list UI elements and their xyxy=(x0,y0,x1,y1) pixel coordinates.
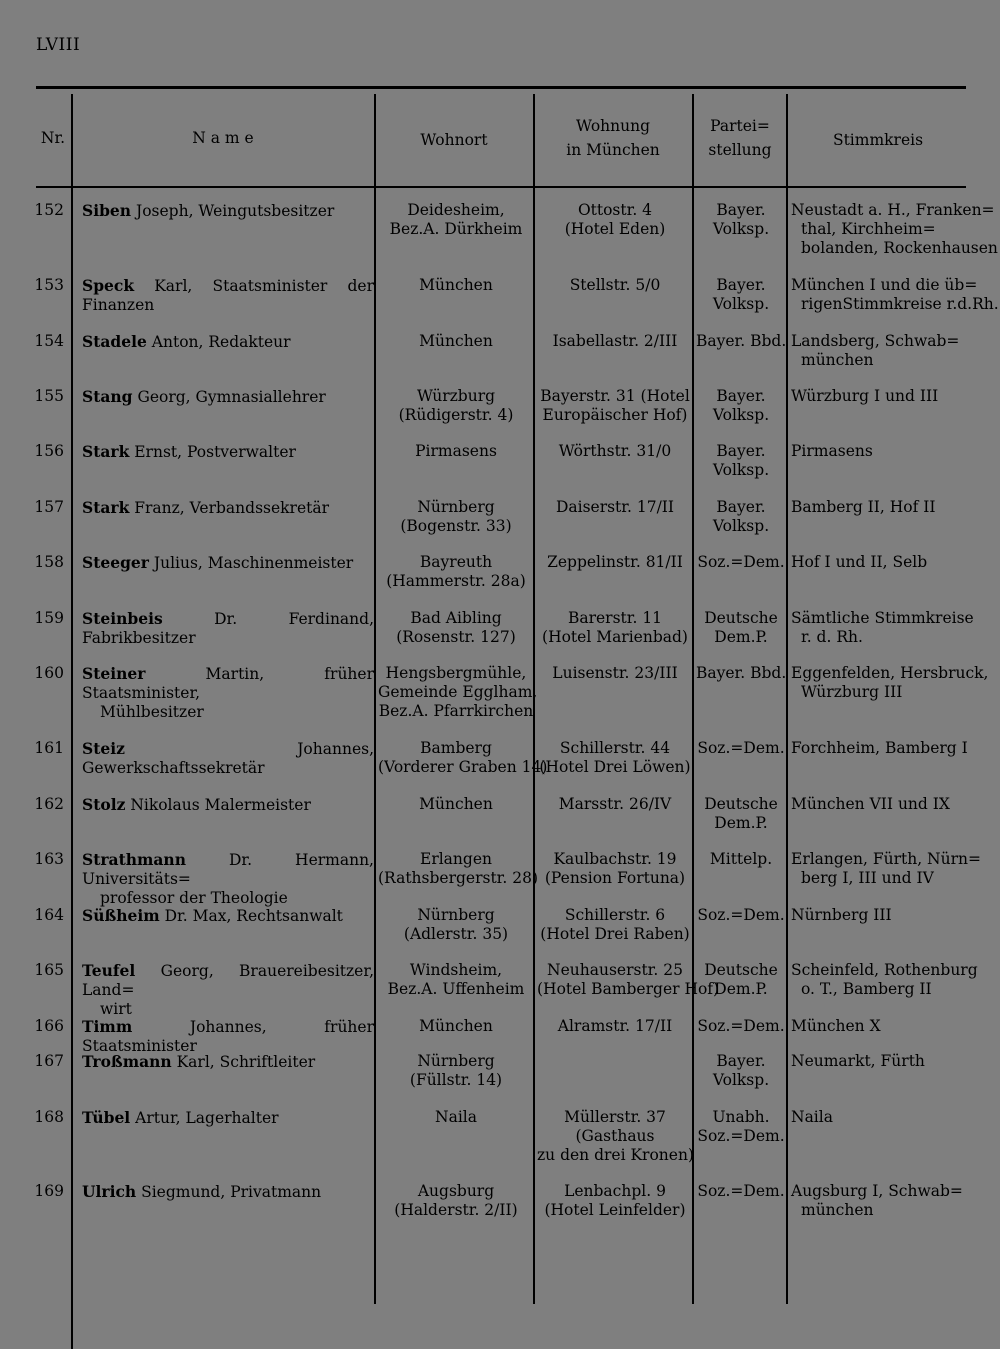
row-number: 154 xyxy=(34,332,64,350)
partei-line: Bayer. Bbd. xyxy=(696,664,787,682)
wohnort-line: (Halderstr. 2/II) xyxy=(394,1201,518,1219)
stimmkreis-line: Hof I und II, Selb xyxy=(791,553,928,571)
row-number: 152 xyxy=(34,201,64,219)
stimmkreis xyxy=(791,795,969,814)
wohnort-line: Würzburg xyxy=(416,387,496,405)
stimmkreis xyxy=(791,553,969,572)
member-surname: Stang xyxy=(82,387,133,406)
partei-line: Soz.=Dem. xyxy=(697,1127,785,1145)
member-name xyxy=(82,1182,374,1202)
partei-line: Volksp. xyxy=(712,406,770,424)
member-name xyxy=(82,201,374,221)
parteistellung xyxy=(696,332,786,351)
member-surname: Stolz xyxy=(82,795,126,814)
wohnung-line: (Hotel Eden) xyxy=(564,220,666,238)
header-name: N a m e xyxy=(192,129,254,147)
wohnung xyxy=(537,850,693,888)
header-partei-line: Partei= xyxy=(710,117,770,135)
stimmkreis-line: Neustadt a. H., Franken= xyxy=(791,201,995,219)
wohnung-line: (Hotel Leinfelder) xyxy=(544,1201,686,1219)
wohnung-line: Isabellastr. 2/III xyxy=(552,332,678,350)
parteistellung xyxy=(696,739,786,758)
stimmkreis xyxy=(791,739,969,758)
wohnung-line: Daiserstr. 17/II xyxy=(555,498,675,516)
wohnung-line: Wörthstr. 31/0 xyxy=(558,442,672,460)
member-surname: Steeger xyxy=(82,553,149,572)
row-number: 159 xyxy=(34,609,64,627)
member-name xyxy=(82,1017,374,1056)
wohnort xyxy=(378,1108,534,1127)
wohnort-line: München xyxy=(419,1017,493,1035)
member-details: Karl, Staatsminister der Finanzen xyxy=(82,277,374,314)
partei-line: Volksp. xyxy=(712,461,770,479)
wohnort-line: München xyxy=(419,795,493,813)
member-surname: Stadele xyxy=(82,332,147,351)
parteistellung xyxy=(696,1182,786,1201)
wohnort-line: Nürnberg xyxy=(417,906,495,924)
member-name xyxy=(82,739,374,778)
partei-line: Deutsche xyxy=(704,609,778,627)
member-details: Dr. Max, Rechtsanwalt xyxy=(159,907,343,925)
partei-line: Bayer. xyxy=(716,387,766,405)
member-surname: Siben xyxy=(82,201,132,220)
wohnung xyxy=(537,442,693,461)
header-wohnort: Wohnort xyxy=(420,131,488,149)
wohnung-line: Lenbachpl. 9 xyxy=(564,1182,666,1200)
wohnung xyxy=(537,906,693,944)
wohnort xyxy=(378,795,534,814)
stimmkreis-line: Nürnberg III xyxy=(791,906,892,924)
stimmkreis-line: Erlangen, Fürth, Nürn= xyxy=(791,850,981,868)
row-number: 165 xyxy=(34,961,64,979)
member-surname: Süßheim xyxy=(82,906,160,925)
wohnort-line: (Rüdigerstr. 4) xyxy=(398,406,514,424)
wohnung xyxy=(537,201,693,239)
header-partei-line: stellung xyxy=(708,141,772,159)
parteistellung xyxy=(696,553,786,572)
member-name xyxy=(82,850,374,908)
member-details: Anton, Redakteur xyxy=(146,333,291,351)
member-name xyxy=(82,387,374,407)
partei-line: Mittelp. xyxy=(709,850,773,868)
member-details: Julius, Maschinenmeister xyxy=(148,554,354,572)
wohnort-line: (Rosenstr. 127) xyxy=(396,628,516,646)
wohnung-line: (Hotel Drei Löwen) xyxy=(539,758,691,776)
row-number: 166 xyxy=(34,1017,64,1035)
member-details: Joseph, Weingutsbesitzer xyxy=(131,202,335,220)
wohnort-line: (Bogenstr. 33) xyxy=(400,517,512,535)
stimmkreis-cont: münchen xyxy=(801,351,874,369)
wohnung xyxy=(537,387,693,425)
row-number: 163 xyxy=(34,850,64,868)
member-details: Georg, Brauereibesitzer, Land= xyxy=(82,962,374,999)
wohnort-line: Bez.A. Pfarrkirchen xyxy=(378,702,534,720)
partei-line: Unabh. xyxy=(712,1108,770,1126)
stimmkreis xyxy=(791,664,989,702)
stimmkreis-cont: berg I, III und IV xyxy=(801,869,934,887)
wohnung xyxy=(537,739,693,777)
stimmkreis-cont: thal, Kirchheim= xyxy=(801,220,936,238)
wohnung-line: Bayerstr. 31 (Hotel xyxy=(540,387,690,405)
stimmkreis-line: Naila xyxy=(791,1108,833,1126)
wohnort-line: Bayreuth xyxy=(419,553,493,571)
partei-line: Soz.=Dem. xyxy=(697,1182,785,1200)
header-wohnung xyxy=(535,114,691,162)
parteistellung xyxy=(696,1108,786,1146)
stimmkreis-cont: r. d. Rh. xyxy=(801,628,863,646)
member-name xyxy=(82,276,374,315)
stimmkreis xyxy=(791,332,969,370)
wohnort-line: Nürnberg xyxy=(417,498,495,516)
member-name xyxy=(82,1052,374,1072)
wohnort-line: Hengsbergmühle, xyxy=(385,664,527,682)
row-number: 155 xyxy=(34,387,64,405)
wohnort xyxy=(378,739,548,777)
partei-line: Bayer. xyxy=(716,442,766,460)
parteistellung xyxy=(696,609,786,647)
member-details: Karl, Schriftleiter xyxy=(171,1053,316,1071)
row-number: 156 xyxy=(34,442,64,460)
member-surname: Ulrich xyxy=(82,1182,137,1201)
stimmkreis xyxy=(791,201,998,258)
wohnort xyxy=(378,1017,534,1036)
member-details: Siegmund, Privatmann xyxy=(136,1183,322,1201)
member-details: Georg, Gymnasiallehrer xyxy=(132,388,326,406)
wohnort-line: Erlangen xyxy=(420,850,492,868)
stimmkreis xyxy=(791,1017,969,1036)
wohnort-line: (Füllstr. 14) xyxy=(409,1071,503,1089)
wohnort-line: München xyxy=(419,332,493,350)
stimmkreis-cont: Würzburg III xyxy=(801,683,903,701)
partei-line: Bayer. xyxy=(716,276,766,294)
stimmkreis xyxy=(791,609,974,647)
wohnung-line: Schillerstr. 44 xyxy=(559,739,671,757)
wohnort-line: Deidesheim, xyxy=(407,201,505,219)
wohnort-line: Gemeinde Egglham, xyxy=(378,683,538,701)
wohnung-line: (Hotel Marienbad) xyxy=(542,628,688,646)
partei-line: Bayer. xyxy=(716,201,766,219)
stimmkreis xyxy=(791,442,969,461)
member-details: Dr. Ferdinand, Fabrikbesitzer xyxy=(82,610,374,647)
member-details: Franz, Verbandssekretär xyxy=(129,499,330,517)
wohnort xyxy=(378,442,534,461)
header-wohnung-line: in München xyxy=(566,141,660,159)
member-details-cont: professor der Theologie xyxy=(100,889,288,907)
member-details: Johannes, früher Staatsminister xyxy=(82,1018,374,1055)
parteistellung xyxy=(696,664,786,683)
wohnung-line: Kaulbachstr. 19 xyxy=(553,850,677,868)
member-name xyxy=(82,961,374,1019)
wohnort-line: Nürnberg xyxy=(417,1052,495,1070)
member-details: Martin, früher Staatsminister, xyxy=(82,665,374,702)
wohnort xyxy=(378,387,534,425)
member-surname: Steiz xyxy=(82,739,125,758)
wohnort-line: Bad Aibling xyxy=(410,609,502,627)
wohnung-line: Müllerstr. 37 xyxy=(564,1108,666,1126)
partei-line: Volksp. xyxy=(712,295,770,313)
wohnort-line: (Hammerstr. 28a) xyxy=(386,572,526,590)
member-name xyxy=(82,795,374,815)
stimmkreis-line: Eggenfelden, Hersbruck, xyxy=(791,664,989,682)
wohnort-line: Bez.A. Dürkheim xyxy=(389,220,523,238)
wohnung xyxy=(537,609,693,647)
row-number: 162 xyxy=(34,795,64,813)
page-number: LVIII xyxy=(36,35,81,55)
partei-line: Volksp. xyxy=(712,220,770,238)
parteistellung xyxy=(696,201,786,239)
wohnung xyxy=(537,795,693,814)
member-details-cont: wirt xyxy=(100,1000,132,1018)
partei-line: Soz.=Dem. xyxy=(697,1017,785,1035)
partei-line: Deutsche xyxy=(704,795,778,813)
stimmkreis-line: Augsburg I, Schwab= xyxy=(791,1182,963,1200)
wohnung-line: Schillerstr. 6 xyxy=(564,906,666,924)
wohnort xyxy=(378,1182,534,1220)
member-surname: Strathmann xyxy=(82,850,186,869)
wohnort-line: (Adlerstr. 35) xyxy=(403,925,509,943)
wohnung xyxy=(537,961,720,999)
parteistellung xyxy=(696,906,786,925)
member-name xyxy=(82,553,374,573)
stimmkreis xyxy=(791,1052,969,1071)
wohnort-line: Bez.A. Uffenheim xyxy=(387,980,525,998)
wohnort-line: Windsheim, xyxy=(409,961,503,979)
member-details: Nikolaus Malermeister xyxy=(125,796,311,814)
wohnort xyxy=(378,1052,534,1090)
partei-line: Soz.=Dem. xyxy=(697,553,785,571)
wohnort xyxy=(378,609,534,647)
stimmkreis-line: Sämtliche Stimmkreise xyxy=(791,609,974,627)
partei-line: Volksp. xyxy=(712,517,770,535)
stimmkreis-cont: o. T., Bamberg II xyxy=(801,980,932,998)
parteistellung xyxy=(696,850,786,869)
member-name xyxy=(82,332,374,352)
row-number: 161 xyxy=(34,739,64,757)
wohnung-line: (Hotel Drei Raben) xyxy=(540,925,690,943)
wohnung-line: Barerstr. 11 xyxy=(567,609,663,627)
stimmkreis xyxy=(791,276,999,314)
member-details: Johannes, Gewerkschaftssekretär xyxy=(82,740,374,777)
wohnung xyxy=(537,1017,693,1036)
row-number: 167 xyxy=(34,1052,64,1070)
stimmkreis xyxy=(791,906,969,925)
member-name xyxy=(82,498,374,518)
row-number: 157 xyxy=(34,498,64,516)
column-divider xyxy=(786,94,788,1304)
stimmkreis-line: Neumarkt, Fürth xyxy=(791,1052,925,1070)
member-surname: Steinbeis xyxy=(82,609,163,628)
stimmkreis-line: München I und die üb= xyxy=(791,276,978,294)
wohnung xyxy=(537,1108,693,1165)
row-number: 164 xyxy=(34,906,64,924)
header-stimmkreis: Stimmkreis xyxy=(832,131,924,149)
wohnung-line: Ottostr. 4 xyxy=(577,201,653,219)
stimmkreis-line: Bamberg II, Hof II xyxy=(791,498,936,516)
stimmkreis-line: Landsberg, Schwab= xyxy=(791,332,960,350)
stimmkreis-line: Würzburg I und III xyxy=(791,387,939,405)
member-surname: Steiner xyxy=(82,664,146,683)
partei-line: Dem.P. xyxy=(714,980,768,998)
wohnung-line: zu den drei Kronen) xyxy=(537,1146,694,1164)
parteistellung xyxy=(696,498,786,536)
wohnort xyxy=(378,850,539,888)
wohnung-line: Zeppelinstr. 81/II xyxy=(547,553,683,571)
parteistellung xyxy=(696,387,786,425)
stimmkreis-cont: rigenStimmkreise r.d.Rh. xyxy=(801,295,999,313)
wohnung-line: Alramstr. 17/II xyxy=(557,1017,673,1035)
partei-line: Bayer. Bbd. xyxy=(696,332,787,350)
header-rule xyxy=(36,186,966,188)
wohnung-line: Luisenstr. 23/III xyxy=(552,664,678,682)
wohnung-line: Stellstr. 5/0 xyxy=(569,276,661,294)
member-surname: Troßmann xyxy=(82,1052,172,1071)
row-number: 168 xyxy=(34,1108,64,1126)
header-partei xyxy=(694,114,786,162)
row-number: 160 xyxy=(34,664,64,682)
partei-line: Bayer. xyxy=(716,498,766,516)
member-surname: Stark xyxy=(82,498,130,517)
stimmkreis xyxy=(791,387,969,406)
stimmkreis-line: Pirmasens xyxy=(791,442,873,460)
member-surname: Timm xyxy=(82,1017,133,1036)
partei-line: Volksp. xyxy=(712,1071,770,1089)
column-divider xyxy=(374,94,376,1304)
wohnung-line: Europäischer Hof) xyxy=(542,406,688,424)
member-surname: Teufel xyxy=(82,961,136,980)
stimmkreis xyxy=(791,498,969,517)
parteistellung xyxy=(696,276,786,314)
wohnort-line: Bamberg xyxy=(420,739,492,757)
parteistellung xyxy=(696,795,786,833)
wohnung-line: (Gasthaus xyxy=(575,1127,655,1145)
wohnort xyxy=(378,553,534,591)
wohnung xyxy=(537,553,693,572)
top-rule xyxy=(36,86,966,89)
member-details-cont: Mühlbesitzer xyxy=(100,703,204,721)
member-details: Ernst, Postverwalter xyxy=(129,443,296,461)
wohnort xyxy=(378,906,534,944)
member-surname: Speck xyxy=(82,276,135,295)
partei-line: Soz.=Dem. xyxy=(697,906,785,924)
member-name xyxy=(82,442,374,462)
wohnort xyxy=(378,276,534,295)
member-details: Dr. Hermann, Universitäts= xyxy=(82,851,374,888)
wohnort xyxy=(378,664,538,721)
stimmkreis xyxy=(791,850,981,888)
wohnort-line: Naila xyxy=(435,1108,477,1126)
wohnung xyxy=(537,664,693,683)
wohnort xyxy=(378,332,534,351)
partei-line: Dem.P. xyxy=(714,628,768,646)
member-details: Artur, Lagerhalter xyxy=(130,1109,279,1127)
wohnort xyxy=(378,498,534,536)
wohnung xyxy=(537,332,693,351)
member-surname: Tübel xyxy=(82,1108,131,1127)
stimmkreis-line: München X xyxy=(791,1017,881,1035)
member-surname: Stark xyxy=(82,442,130,461)
row-number: 153 xyxy=(34,276,64,294)
wohnung-line: (Hotel Bamberger Hof) xyxy=(537,980,720,998)
wohnung xyxy=(537,276,693,295)
partei-line: Bayer. xyxy=(716,1052,766,1070)
partei-line: Soz.=Dem. xyxy=(697,739,785,757)
wohnort-line: Augsburg xyxy=(417,1182,495,1200)
stimmkreis-cont: bolanden, Rockenhausen xyxy=(801,239,998,257)
stimmkreis xyxy=(791,961,978,999)
partei-line: Deutsche xyxy=(704,961,778,979)
parteistellung xyxy=(696,1017,786,1036)
member-name xyxy=(82,1108,374,1128)
wohnung-line: Marsstr. 26/IV xyxy=(558,795,672,813)
wohnung-line: (Pension Fortuna) xyxy=(544,869,686,887)
stimmkreis-line: Scheinfeld, Rothenburg xyxy=(791,961,978,979)
stimmkreis xyxy=(791,1108,969,1127)
parteistellung xyxy=(696,961,786,999)
wohnort-line: Pirmasens xyxy=(415,442,497,460)
stimmkreis-cont: münchen xyxy=(801,1201,874,1219)
wohnort xyxy=(378,201,534,239)
stimmkreis-line: München VII und IX xyxy=(791,795,950,813)
stimmkreis-line: Forchheim, Bamberg I xyxy=(791,739,968,757)
wohnung xyxy=(537,498,693,517)
row-number: 169 xyxy=(34,1182,64,1200)
member-name xyxy=(82,906,374,926)
header-nr: Nr. xyxy=(40,129,66,147)
wohnung xyxy=(537,1182,693,1220)
member-name xyxy=(82,664,374,722)
member-name xyxy=(82,609,374,648)
wohnort-line: (Rathsbergerstr. 28) xyxy=(378,869,539,887)
header-wohnung-line: Wohnung xyxy=(575,117,651,135)
parteistellung xyxy=(696,442,786,480)
column-divider xyxy=(71,94,73,1349)
wohnort xyxy=(378,961,534,999)
wohnung-line: Neuhauserstr. 25 xyxy=(547,961,683,979)
row-number: 158 xyxy=(34,553,64,571)
partei-line: Dem.P. xyxy=(714,814,768,832)
wohnort-line: (Vorderer Graben 14) xyxy=(378,758,548,776)
parteistellung xyxy=(696,1052,786,1090)
stimmkreis xyxy=(791,1182,969,1220)
wohnort-line: München xyxy=(419,276,493,294)
